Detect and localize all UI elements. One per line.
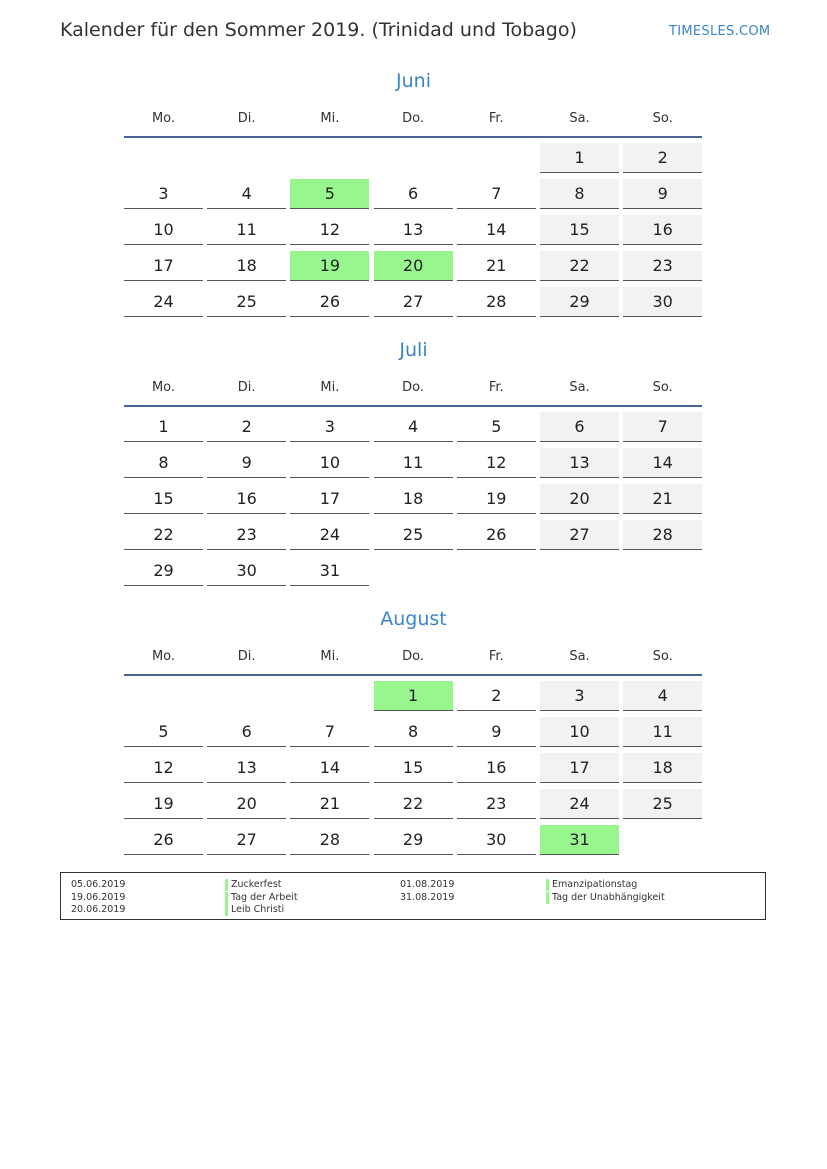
day-cell[interactable]: 13 [374, 215, 453, 245]
day-cell[interactable]: 25 [207, 287, 286, 317]
day-cell[interactable]: 31 [290, 556, 369, 586]
weekday-label: Mo. [151, 380, 176, 395]
day-cell[interactable]: 29 [540, 287, 619, 317]
weekday-label: Di. [237, 649, 256, 664]
weekday-label: So. [652, 111, 673, 126]
day-cell[interactable]: 5 [457, 412, 536, 442]
day-cell[interactable]: 5 [124, 717, 203, 747]
weekday-label: Mo. [151, 649, 176, 664]
day-cell[interactable]: 24 [124, 287, 203, 317]
day-cell[interactable]: 21 [457, 251, 536, 281]
day-cell[interactable]: 4 [374, 412, 453, 442]
weekday-label: So. [652, 380, 673, 395]
day-cell[interactable]: 6 [207, 717, 286, 747]
day-cell[interactable]: 26 [457, 520, 536, 550]
day-cell[interactable]: 26 [290, 287, 369, 317]
holiday-day-cell[interactable]: 1 [374, 681, 453, 711]
day-cell[interactable]: 12 [124, 753, 203, 783]
day-cell[interactable]: 2 [207, 412, 286, 442]
holiday-day-cell[interactable]: 5 [290, 179, 369, 209]
weekday-header [124, 649, 703, 669]
day-cell[interactable]: 3 [540, 681, 619, 711]
day-cell[interactable]: 9 [207, 448, 286, 478]
holiday-day-cell[interactable]: 20 [374, 251, 453, 281]
day-cell[interactable]: 8 [124, 448, 203, 478]
day-cell[interactable]: 30 [457, 825, 536, 855]
day-cell[interactable]: 11 [374, 448, 453, 478]
page-title: Kalender für den Sommer 2019. (Trinidad und Tobago) [60, 19, 577, 41]
month-title-august: August [380, 608, 447, 630]
day-cell[interactable]: 30 [207, 556, 286, 586]
day-cell[interactable]: 6 [374, 179, 453, 209]
weekday-label: Fr. [488, 111, 504, 126]
month-title-juli: Juli [399, 339, 428, 361]
weekday-label: Sa. [569, 649, 590, 664]
day-cell[interactable]: 14 [290, 753, 369, 783]
day-cell[interactable]: 10 [124, 215, 203, 245]
header-divider [124, 136, 702, 138]
day-cell[interactable]: 7 [623, 412, 702, 442]
day-cell[interactable]: 16 [623, 215, 702, 245]
legend-holiday-name: Zuckerfest [225, 879, 282, 890]
weekday-label: Mi. [320, 380, 340, 395]
day-cell[interactable]: 3 [124, 179, 203, 209]
weekday-label: Mi. [320, 111, 340, 126]
day-cell[interactable]: 11 [207, 215, 286, 245]
weekday-label: Di. [237, 380, 256, 395]
weekday-label: Mi. [320, 649, 340, 664]
day-cell[interactable]: 1 [124, 412, 203, 442]
weekday-label: Mo. [151, 111, 176, 126]
day-cell[interactable]: 19 [124, 789, 203, 819]
holiday-day-cell[interactable]: 19 [290, 251, 369, 281]
day-cell[interactable]: 8 [540, 179, 619, 209]
legend-date: 01.08.2019 [400, 879, 455, 890]
day-cell[interactable]: 6 [540, 412, 619, 442]
day-cell[interactable]: 22 [124, 520, 203, 550]
weekday-label: Fr. [488, 649, 504, 664]
day-cell[interactable]: 19 [457, 484, 536, 514]
day-cell[interactable]: 13 [540, 448, 619, 478]
day-cell[interactable]: 24 [290, 520, 369, 550]
day-cell[interactable]: 8 [374, 717, 453, 747]
day-cell[interactable]: 15 [540, 215, 619, 245]
day-cell[interactable]: 27 [207, 825, 286, 855]
legend-date: 31.08.2019 [400, 891, 455, 903]
day-cell[interactable]: 10 [540, 717, 619, 747]
day-cell[interactable]: 4 [207, 179, 286, 209]
header-divider [124, 405, 702, 407]
header-divider [124, 674, 702, 676]
day-cell[interactable]: 12 [457, 448, 536, 478]
weekday-label: Sa. [569, 380, 590, 395]
day-cell[interactable]: 26 [124, 825, 203, 855]
day-cell[interactable]: 14 [623, 448, 702, 478]
day-cell[interactable]: 1 [540, 143, 619, 173]
day-cell[interactable]: 18 [374, 484, 453, 514]
day-cell[interactable]: 28 [457, 287, 536, 317]
day-cell[interactable]: 4 [623, 681, 702, 711]
day-cell[interactable]: 20 [207, 789, 286, 819]
day-cell[interactable]: 17 [290, 484, 369, 514]
day-cell[interactable]: 15 [374, 753, 453, 783]
day-cell[interactable]: 30 [623, 287, 702, 317]
legend-holiday-name: Leib Christi [225, 904, 284, 915]
day-cell[interactable]: 23 [207, 520, 286, 550]
day-cell[interactable]: 25 [623, 789, 702, 819]
weekday-label: Do. [402, 111, 425, 126]
legend-date: 05.06.2019 [71, 879, 126, 890]
weekday-header [124, 380, 703, 400]
day-cell[interactable]: 22 [374, 789, 453, 819]
legend-holiday-name: Tag der Arbeit [225, 892, 298, 903]
day-cell[interactable]: 7 [457, 179, 536, 209]
day-cell[interactable]: 16 [457, 753, 536, 783]
day-cell[interactable]: 23 [623, 251, 702, 281]
weekday-label: Di. [237, 111, 256, 126]
legend-date: 20.06.2019 [71, 904, 126, 915]
day-cell[interactable]: 29 [374, 825, 453, 855]
holiday-day-cell[interactable]: 31 [540, 825, 619, 855]
day-cell[interactable]: 9 [623, 179, 702, 209]
day-cell[interactable]: 28 [623, 520, 702, 550]
day-cell[interactable]: 18 [623, 753, 702, 783]
legend-holiday-name: Tag der Unabhängigkeit [546, 892, 665, 903]
day-cell[interactable]: 16 [207, 484, 286, 514]
weekday-label: Do. [402, 649, 425, 664]
day-cell[interactable]: 22 [540, 251, 619, 281]
day-cell[interactable]: 29 [124, 556, 203, 586]
legend-holiday-name: Emanzipationstag [546, 879, 637, 890]
day-cell[interactable]: 7 [290, 717, 369, 747]
day-cell[interactable]: 27 [540, 520, 619, 550]
day-cell[interactable]: 24 [540, 789, 619, 819]
day-cell[interactable]: 10 [290, 448, 369, 478]
weekday-label: Sa. [569, 111, 590, 126]
day-cell[interactable]: 21 [290, 789, 369, 819]
day-cell[interactable]: 15 [124, 484, 203, 514]
day-cell[interactable]: 3 [290, 412, 369, 442]
day-cell[interactable]: 23 [457, 789, 536, 819]
holiday-legend [60, 872, 766, 920]
day-cell[interactable]: 2 [623, 143, 702, 173]
day-cell[interactable]: 17 [124, 251, 203, 281]
day-cell[interactable]: 17 [540, 753, 619, 783]
weekday-label: So. [652, 649, 673, 664]
day-cell[interactable]: 20 [540, 484, 619, 514]
day-cell[interactable]: 27 [374, 287, 453, 317]
day-cell[interactable]: 14 [457, 215, 536, 245]
weekday-label: Fr. [488, 380, 504, 395]
day-cell[interactable]: 9 [457, 717, 536, 747]
brand-logo[interactable]: TIMESLES.COM [669, 24, 771, 39]
day-cell[interactable]: 13 [207, 753, 286, 783]
day-cell[interactable]: 21 [623, 484, 702, 514]
day-cell[interactable]: 28 [290, 825, 369, 855]
day-cell[interactable]: 11 [623, 717, 702, 747]
day-cell[interactable]: 2 [457, 681, 536, 711]
weekday-label: Do. [402, 380, 425, 395]
legend-date: 19.06.2019 [71, 891, 126, 903]
day-cell[interactable]: 12 [290, 215, 369, 245]
day-cell[interactable]: 25 [374, 520, 453, 550]
month-title-juni: Juni [396, 70, 431, 92]
weekday-header [124, 111, 703, 131]
day-cell[interactable]: 18 [207, 251, 286, 281]
